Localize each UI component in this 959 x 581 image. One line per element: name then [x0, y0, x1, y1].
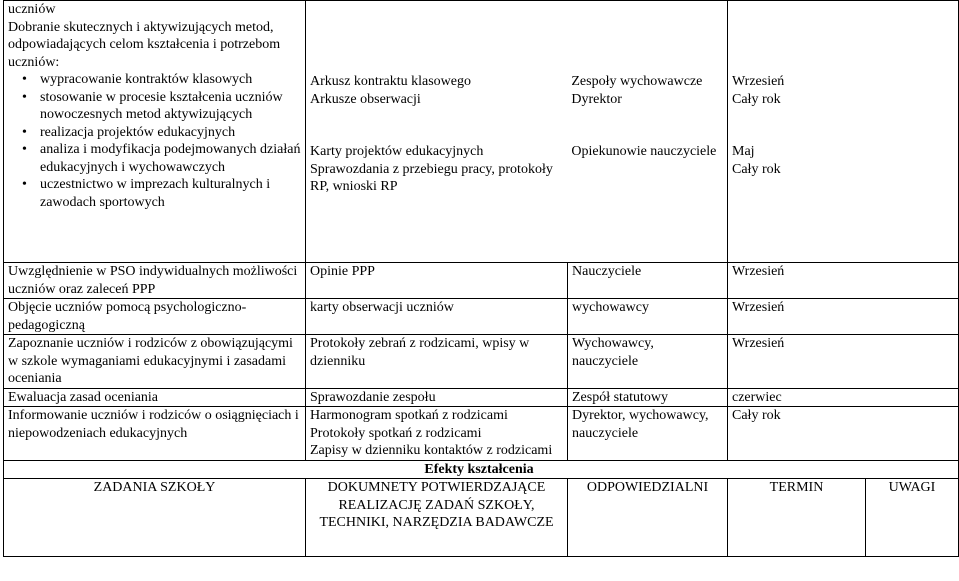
- docs-text: Sprawozdania z przebiegu pracy, protokoły RP, wnioski RP: [310, 161, 553, 194]
- resp-cell: Zespół statutowy: [568, 388, 728, 407]
- table-row: [4, 388, 959, 407]
- docs-text: Protokoły spotkań z rodzicami: [310, 425, 482, 441]
- list-item: • analiza i modyfikacja podejmowanych działań edukacyjnych i wychowawczych: [8, 141, 301, 176]
- docs-cell: Opinie PPP: [306, 263, 568, 299]
- docs-text: Karty projektów edukacyjnych: [310, 144, 484, 159]
- list-item: • realizacja projektów edukacyjnych: [8, 124, 301, 142]
- section-title-cell: [4, 460, 959, 479]
- header-responsible: ODPOWIEDZIALNI: [568, 479, 728, 557]
- term-cell: Wrzesień: [728, 263, 959, 299]
- task-cell: Ewaluacja zasad oceniania: [4, 388, 306, 407]
- header-docs: DOKUMNETY POTWIERDZAJĄCE REALIZACJĘ ZADAŃ SZKOŁY, TECHNIKI, NARZĘDZIA BADAWCZE: [306, 479, 568, 557]
- docs-resp-cell: [306, 1, 728, 263]
- term-text: Cały rok: [732, 91, 781, 107]
- resp-cell: Wychowawcy, nauczyciele: [568, 335, 728, 389]
- task-bullet-list: [8, 71, 301, 211]
- resp-text: Opiekunowie nauczyciele: [571, 144, 717, 159]
- table-row: [4, 407, 959, 461]
- task-cell: Informowanie uczniów i rodziców o osiągnięciach i niepowodzeniach edukacyjnych: [4, 407, 306, 461]
- task-cell: [4, 1, 306, 263]
- header-tasks: ZADANIA SZKOŁY: [4, 479, 306, 557]
- resp-text: Zespoły wychowawcze: [571, 74, 703, 89]
- term-text: Maj: [732, 144, 755, 159]
- term-cell: [728, 1, 959, 263]
- docs-text: Arkusz kontraktu klasowego: [310, 74, 471, 89]
- section-title: Efekty kształcenia: [424, 461, 534, 477]
- docs-text: Arkusze obserwacji: [310, 91, 421, 107]
- task-cell: Objęcie uczniów pomocą psychologiczno-pedagogiczną: [4, 299, 306, 335]
- docs-cell: Sprawozdanie zespołu: [306, 388, 568, 407]
- resp-text: Dyrektor: [571, 91, 622, 107]
- list-item: • stosowanie w procesie kształcenia uczniów nowoczesnych metod aktywizujących: [8, 89, 301, 124]
- docs-cell: [306, 407, 568, 461]
- term-cell: czerwiec: [728, 388, 959, 407]
- term-cell: Wrzesień: [728, 299, 959, 335]
- resp-cell: Nauczyciele: [568, 263, 728, 299]
- header-notes: UWAGI: [866, 479, 959, 557]
- header-row: [4, 479, 959, 557]
- resp-cell: wychowawcy: [568, 299, 728, 335]
- table-row: [4, 1, 959, 263]
- resp-cell: Dyrektor, wychowawcy, nauczyciele: [568, 407, 728, 461]
- docs-text: Zapisy w dzienniku kontaktów z rodzicami: [310, 443, 553, 458]
- table-row: [4, 263, 959, 299]
- docs-cell: Protokoły zebrań z rodzicami, wpisy w dzienniku: [306, 335, 568, 389]
- task-intro: Dobranie skutecznych i aktywizujących metod, odpowiadających celom kształcenia i potrzebom uczniów:: [8, 19, 281, 70]
- list-item: • uczestnictwo w imprezach kulturalnych i zawodach sportowych: [8, 176, 301, 211]
- docs-cell: karty obserwacji uczniów: [306, 299, 568, 335]
- term-cell: Cały rok: [728, 407, 959, 461]
- term-text: Cały rok: [732, 161, 781, 177]
- task-cell: Zapoznanie uczniów i rodziców z obowiązującymi w szkole wymaganiami edukacyjnymi i zasadami oceniania: [4, 335, 306, 389]
- term-cell: Wrzesień: [728, 335, 959, 389]
- table-row: [4, 335, 959, 389]
- plan-table: [3, 0, 959, 557]
- list-item: • wypracowanie kontraktów klasowych: [8, 71, 301, 89]
- task-cell: Uwzględnienie w PSO indywidualnych możliwości uczniów oraz zaleceń PPP: [4, 263, 306, 299]
- section-row: [4, 460, 959, 479]
- docs-text: Harmonogram spotkań z rodzicami: [310, 408, 508, 423]
- table-row: [4, 299, 959, 335]
- header-term: TERMIN: [728, 479, 866, 557]
- task-heading: uczniów: [8, 2, 56, 17]
- term-text: Wrzesień: [732, 74, 785, 89]
